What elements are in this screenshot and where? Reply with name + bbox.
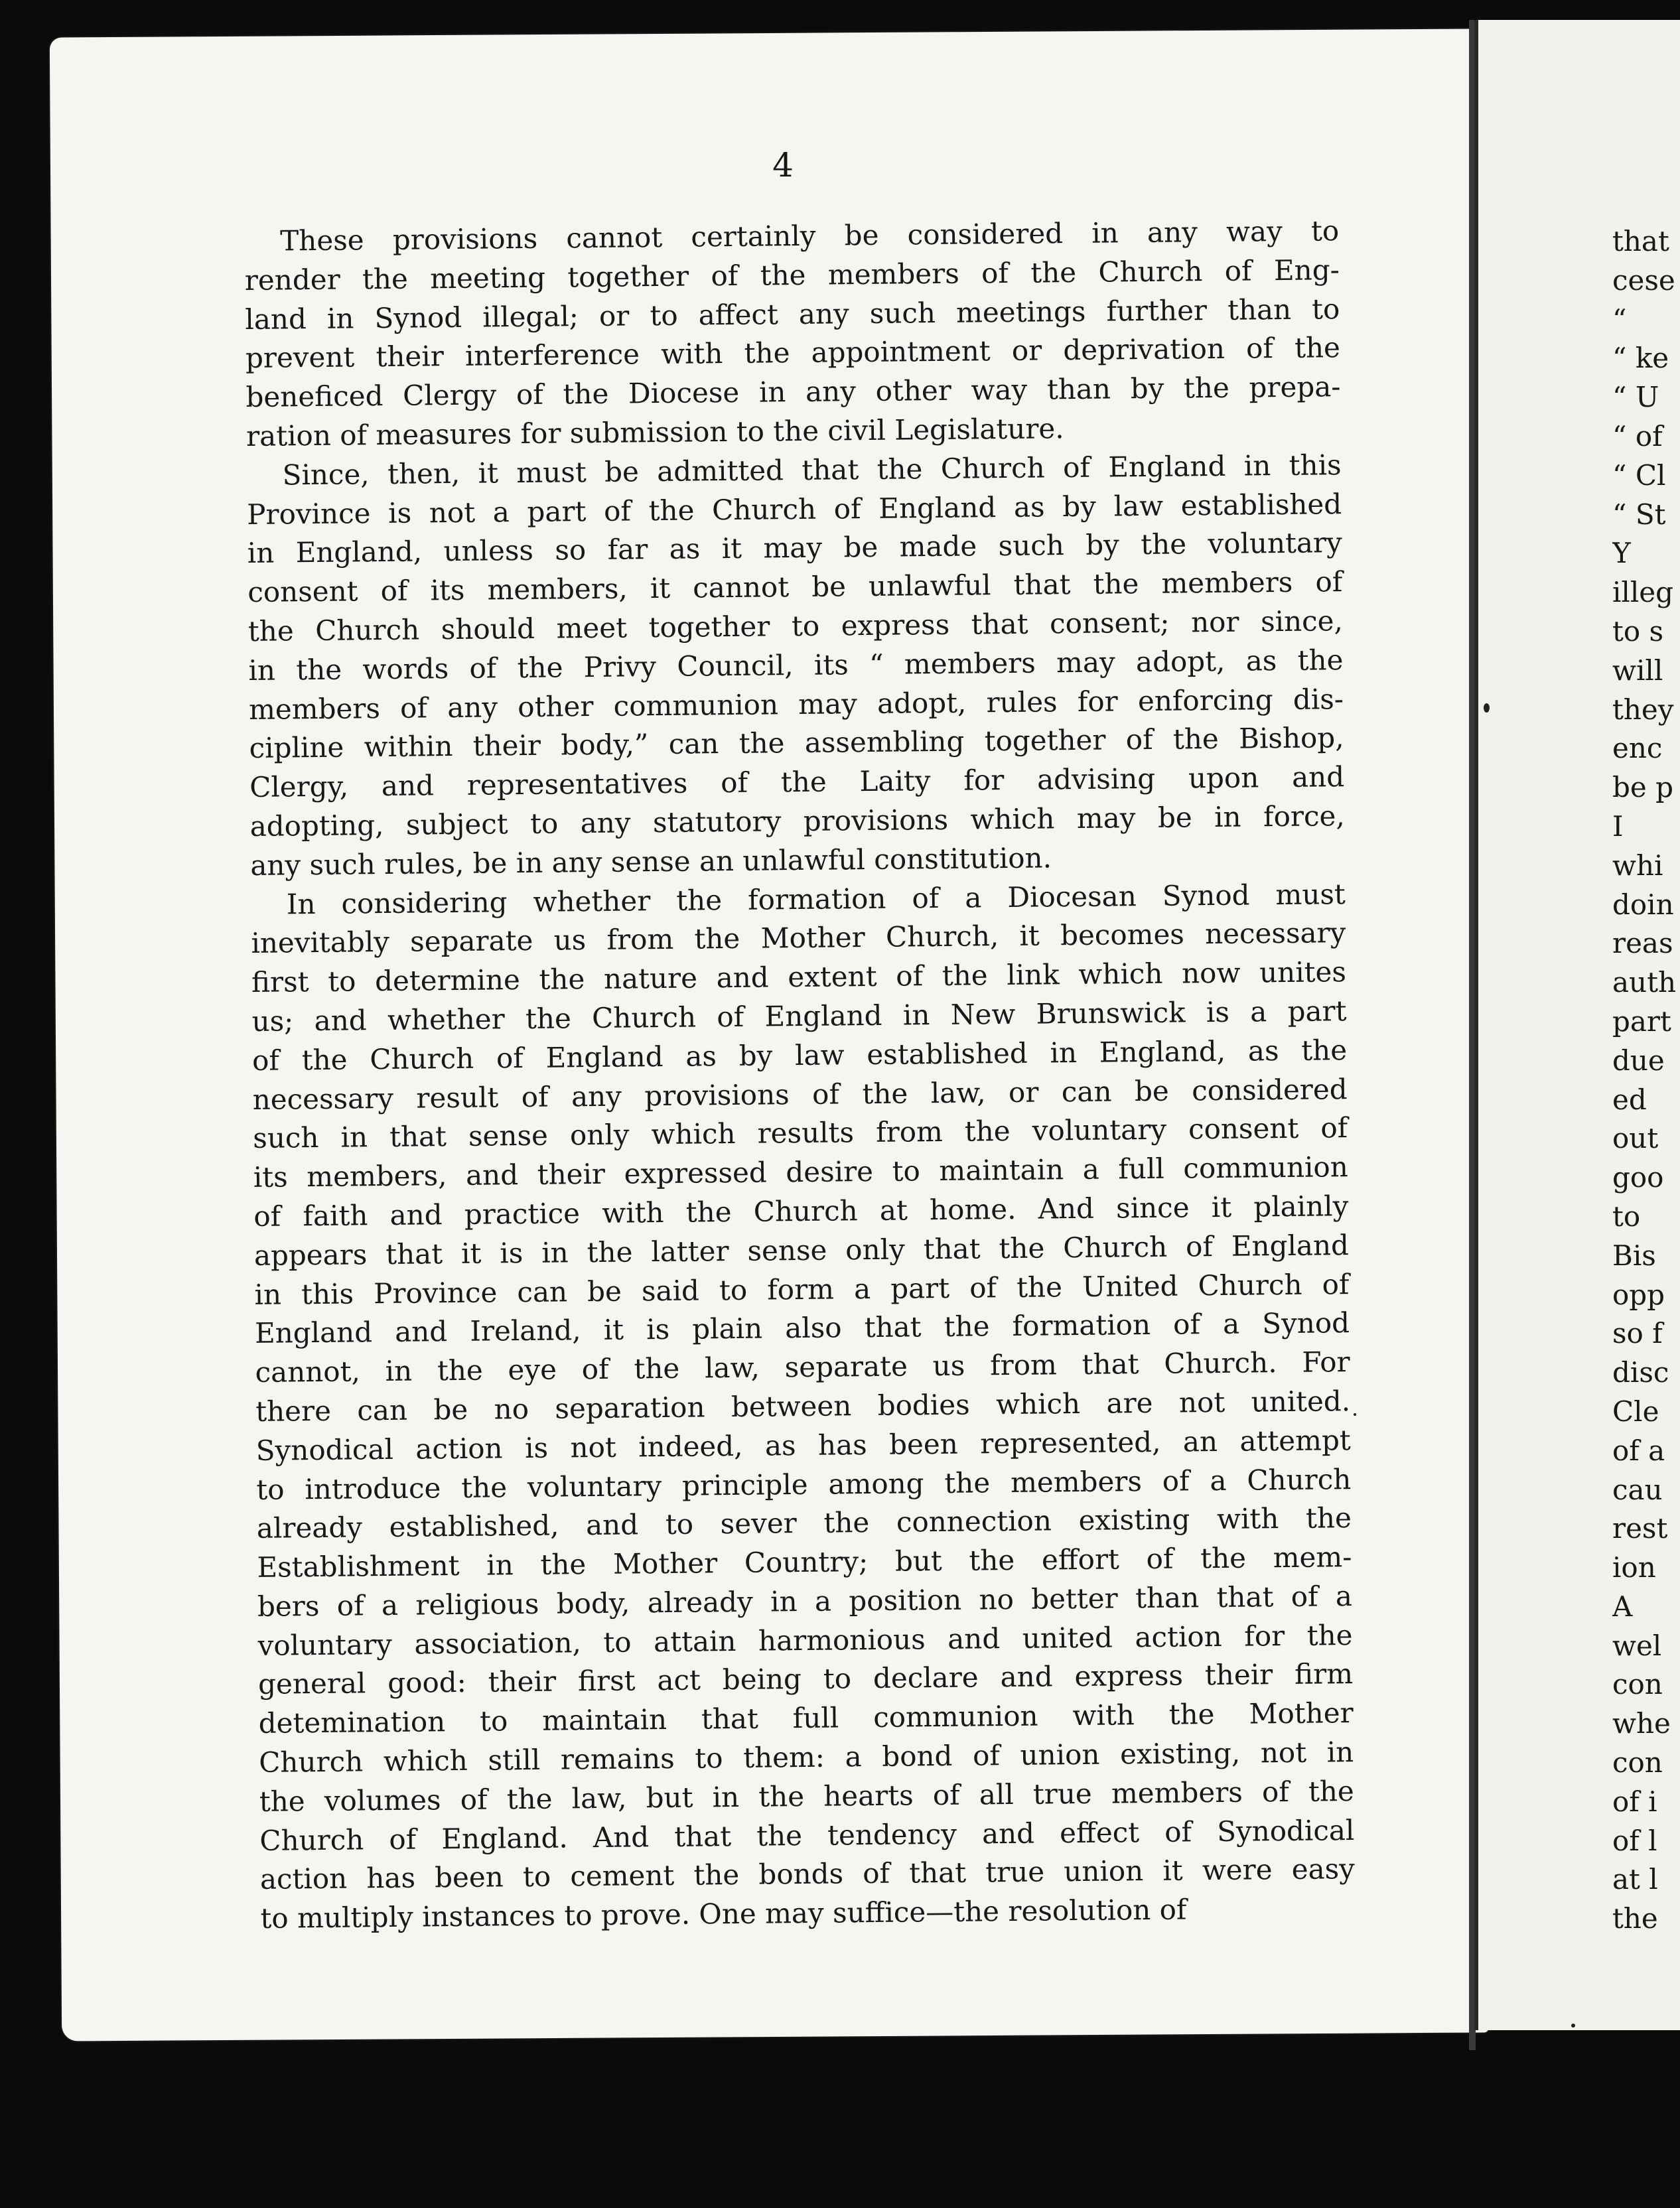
facing-page-fragment: of l <box>1612 1824 1657 1857</box>
text-line: to introduce the voluntary principle among the members of a Church <box>256 1462 1352 1506</box>
facing-page-fragment: Cle <box>1612 1395 1659 1428</box>
facing-page-fragment: so f <box>1612 1317 1663 1350</box>
paragraph <box>244 212 1341 456</box>
facing-page-fragment: wel <box>1612 1629 1662 1662</box>
facing-page-fragment: reas <box>1612 927 1673 960</box>
facing-page-fragment: be p <box>1612 771 1673 804</box>
ink-speck <box>1484 703 1490 713</box>
ink-speck <box>1354 1413 1356 1416</box>
text-line: In considering whether the formation of a Diocesan Synod must <box>286 877 1346 920</box>
facing-page-fragment: rest <box>1612 1512 1668 1545</box>
text-line: already established, and to sever the connection existing with the <box>256 1501 1352 1545</box>
facing-page-fragment: “ Cl <box>1612 458 1666 492</box>
text-line: the Church should meet together to express that consent; nor since, <box>247 604 1344 648</box>
facing-page-fragment: Bis <box>1612 1239 1656 1272</box>
text-line: in this Province can be said to form a part of the United Church of <box>254 1267 1350 1311</box>
facing-page-fragment: auth <box>1612 966 1677 999</box>
facing-page-fragment: “ <box>1612 303 1627 336</box>
facing-page-fragment: out <box>1612 1122 1659 1155</box>
text-line: there can be no separation between bodies which are not united. <box>255 1384 1351 1428</box>
facing-page-fragment: due <box>1612 1044 1665 1077</box>
facing-page-fragment: that <box>1612 225 1669 257</box>
facing-page-fragment: A <box>1612 1590 1633 1623</box>
facing-page-fragment: enc <box>1612 732 1663 765</box>
text-line: us; and whether the Church of England in New Brunswick is a part <box>251 995 1347 1038</box>
facing-page-fragment: con <box>1612 1668 1663 1701</box>
text-line: inevitably separate us from the Mother Church, it becomes necessary <box>251 916 1346 960</box>
facing-page-fragment: Y <box>1612 537 1631 570</box>
facing-page-fragment: of i <box>1612 1785 1657 1818</box>
text-line: bers of a religious body, already in a position no better than that of a <box>257 1579 1353 1623</box>
facing-page-fragment: cau <box>1612 1473 1663 1506</box>
text-line: appears that it is in the latter sense only that the Church of England <box>253 1228 1350 1272</box>
body-text <box>244 212 1356 1939</box>
text-line: first to determine the nature and extent of the link which now unites <box>251 955 1347 999</box>
text-line: the volumes of the law, but in the hearts of all true members of the <box>259 1774 1355 1818</box>
paragraph <box>251 875 1356 1939</box>
text-line: action has been to cement the bonds of that true union it were easy <box>259 1852 1356 1896</box>
text-line: Province is not a part of the Church of England as by law established <box>246 487 1342 531</box>
facing-page-fragment: part <box>1612 1004 1671 1038</box>
facing-page-fragment: doin <box>1612 888 1674 921</box>
text-line: Church of England. And that the tendency and effect of Synodical <box>259 1813 1355 1857</box>
page-number: 4 <box>772 146 794 184</box>
facing-page-fragment: “ ke <box>1612 342 1669 375</box>
text-line: consent of its members, it cannot be unlawful that the members of <box>247 565 1343 609</box>
text-line: cipline within their body,” can the assembling together of the Bishop, <box>249 721 1344 765</box>
text-line: England and Ireland, it is plain also that the formation of a Synod <box>254 1306 1350 1350</box>
text-line: adopting, subject to any statutory provisions which may be in force, <box>249 799 1345 843</box>
text-line: any such rules, be in any sense an unlawful constitution. <box>250 841 1052 882</box>
text-line: Church which still remains to them: a bond of union existing, not in <box>259 1736 1354 1779</box>
text-line: beneficed Clergy of the Diocese in any other way than by the prepa- <box>245 370 1341 414</box>
facing-page-fragment: ed <box>1612 1083 1647 1116</box>
facing-page-fragment: “ of <box>1612 419 1663 452</box>
text-line: its members, and their expressed desire to maintain a full communion <box>253 1150 1348 1194</box>
text-line: prevent their interference with the appointment or deprivation of the <box>245 331 1341 375</box>
text-line: members of any other communion may adopt, rules for enforcing dis- <box>248 682 1344 726</box>
text-line: in England, unless so far as it may be made such by the voluntary <box>247 526 1342 570</box>
ink-speck <box>1571 2024 1575 2028</box>
text-line: render the meeting together of the members of the Church of Eng- <box>244 253 1340 297</box>
facing-page-fragments <box>1612 222 1680 1939</box>
facing-page-fragment: of a <box>1612 1434 1665 1467</box>
facing-page-fragment: will <box>1612 654 1663 687</box>
facing-page-fragment: whe <box>1612 1707 1671 1740</box>
facing-page-fragment: I <box>1612 809 1624 843</box>
text-line: detemination to maintain that full communion with the Mother <box>258 1696 1354 1740</box>
facing-page-fragment: “ U <box>1612 381 1659 414</box>
facing-page-fragment: disc <box>1612 1356 1669 1389</box>
text-line: general good: their first act being to declare and express their firm <box>257 1657 1354 1701</box>
text-line: Establishment in the Mother Country; but the effort of the mem- <box>257 1541 1352 1584</box>
text-line: Clergy, and representatives of the Laity for advising upon and <box>249 760 1345 804</box>
facing-page-fragment: illeg <box>1612 576 1674 609</box>
facing-page-fragment: goo <box>1612 1161 1664 1194</box>
facing-page-fragment: “ St <box>1612 498 1666 531</box>
text-line: voluntary association, to attain harmonious and united action for the <box>257 1618 1353 1662</box>
text-line: of faith and practice with the Church at home. And since it plainly <box>253 1190 1349 1233</box>
text-line: such in that sense only which results from the voluntary consent of <box>253 1111 1348 1155</box>
text-line: of the Church of England as by law established in England, as the <box>251 1033 1348 1077</box>
facing-page-fragment: they <box>1612 693 1674 726</box>
facing-page-fragment: whi <box>1612 849 1663 882</box>
facing-page-fragment: to s <box>1612 614 1664 648</box>
text-line: in the words of the Privy Council, its “ members may adopt, as the <box>248 643 1344 687</box>
text-line: Since, then, it must be admitted that the Church of England in this <box>282 448 1342 492</box>
facing-page-fragment: ion <box>1612 1551 1656 1584</box>
text-line: cannot, in the eye of the law, separate us from that Church. For <box>255 1346 1350 1389</box>
facing-page-fragment: to <box>1612 1200 1641 1233</box>
text-line: These provisions cannot certainly be considered in any way to <box>280 214 1340 257</box>
text-line: Synodical action is not indeed, as has been represented, an attempt <box>255 1423 1351 1467</box>
facing-page-fragment: cese <box>1612 263 1675 297</box>
text-line: necessary result of any provisions of the law, or can be considered <box>252 1072 1348 1116</box>
paragraph <box>246 446 1345 886</box>
facing-page-fragment: opp <box>1612 1278 1665 1311</box>
facing-page-fragment: at l <box>1612 1863 1658 1896</box>
text-line: to multiply instances to prove. One may suffice—the resolution of <box>260 1893 1187 1935</box>
facing-page-fragment: the <box>1612 1902 1658 1935</box>
facing-page-fragment: con <box>1612 1746 1663 1779</box>
text-line: ration of measures for submission to the civil Legislature. <box>245 412 1064 452</box>
text-line: land in Synod illegal; or to affect any such meetings further than to <box>245 292 1340 336</box>
